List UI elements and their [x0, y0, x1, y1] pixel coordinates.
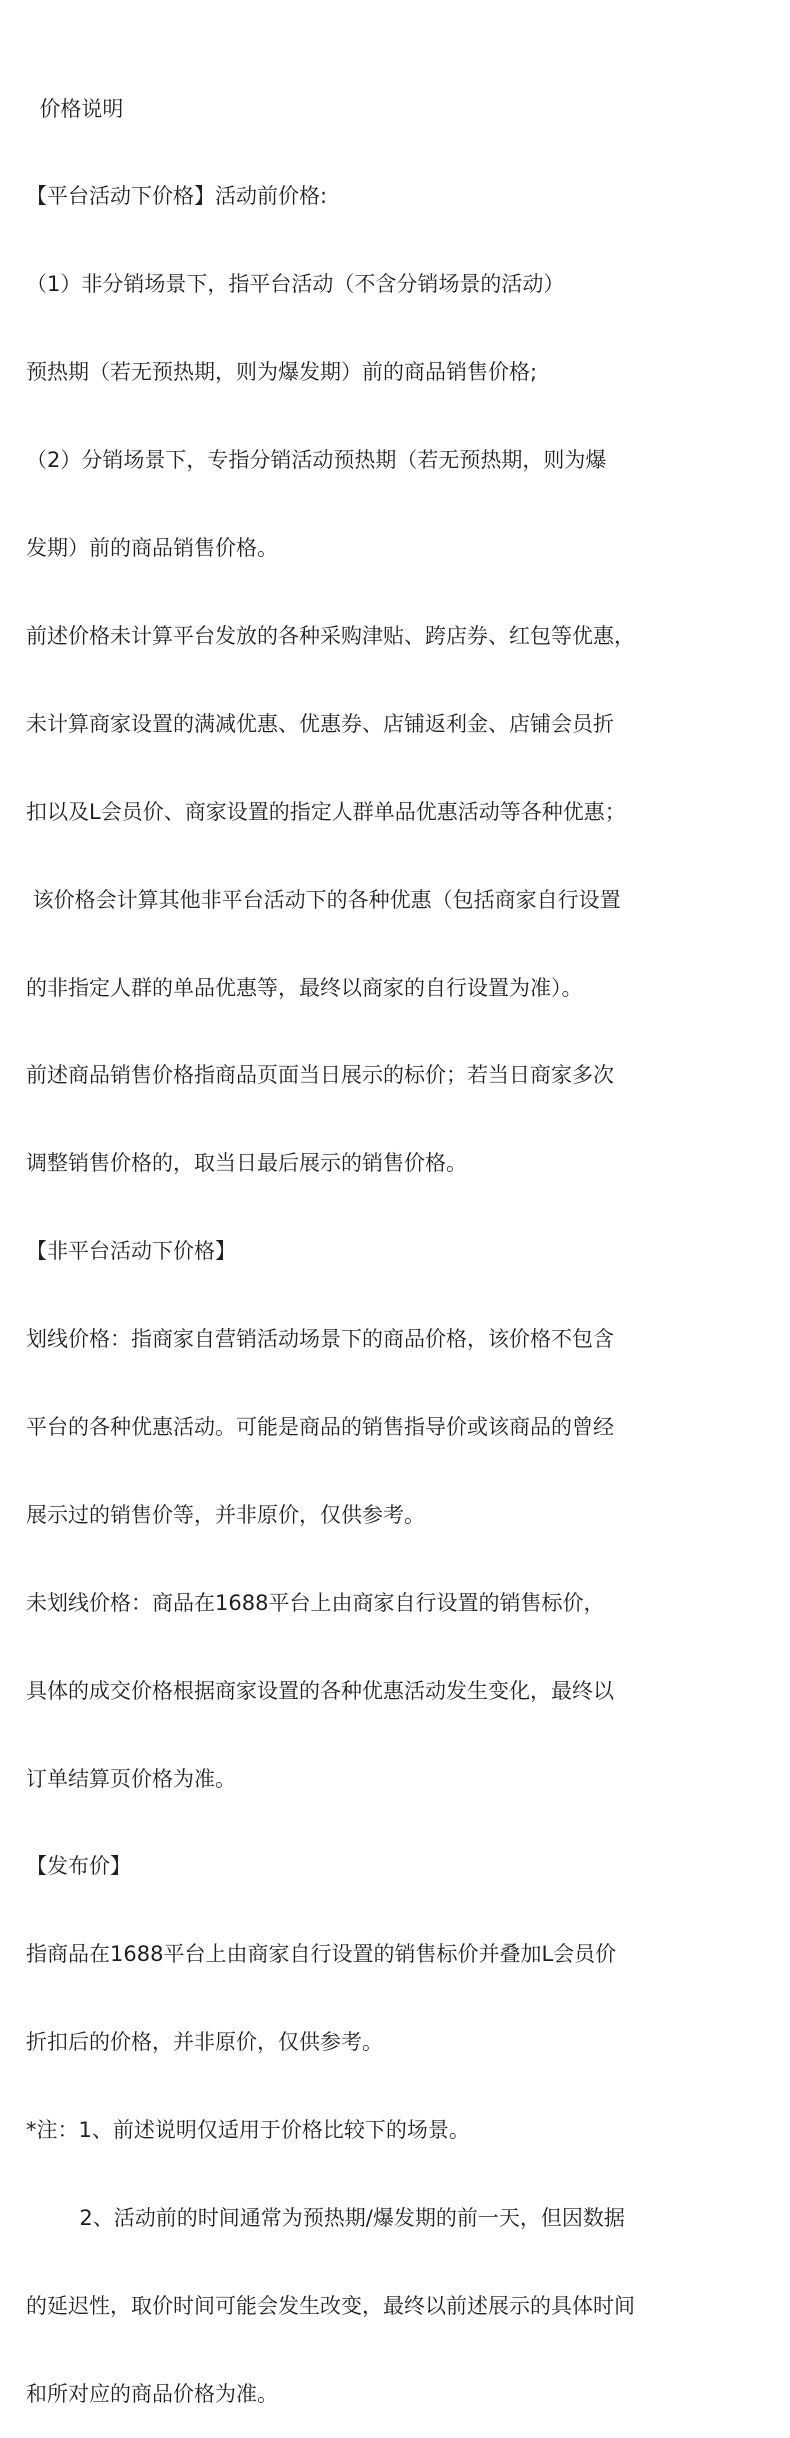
- text-line-1: （1）非分销场景下，指平台活动（不含分销场景的活动）: [26, 272, 565, 297]
- note-line-4: 和所对应的商品价格为准。: [26, 2381, 278, 2406]
- text-line-18: 订单结算页价格为准。: [26, 1766, 236, 1791]
- section-heading-platform-activity-price: 【平台活动下价格】活动前价格:: [26, 184, 328, 209]
- text-line-21: 折扣后的价格，并非原价，仅供参考。: [26, 2030, 383, 2055]
- text-line-6: 未计算商家设置的满减优惠、优惠券、店铺返利金、店铺会员折: [26, 711, 614, 736]
- text-line-14: 平台的各种优惠活动。可能是商品的销售指导价或该商品的曾经: [26, 1414, 614, 1439]
- note-line-1: *注：1、前述说明仅适用于价格比较下的场景。: [26, 2118, 470, 2143]
- text-line-11: 调整销售价格的，取当日最后展示的销售价格。: [26, 1151, 467, 1176]
- document-title: 价格说明: [26, 96, 124, 121]
- text-line-7: 扣以及L会员价、商家设置的指定人群单品优惠活动等各种优惠；: [26, 799, 626, 824]
- note-line-2: 2、活动前的时间通常为预热期/爆发期的前一天，但因数据: [26, 2205, 625, 2230]
- text-line-2: 预热期（若无预热期，则为爆发期）前的商品销售价格;: [26, 360, 538, 385]
- note-line-3: 的延迟性，取价时间可能会发生改变，最终以前述展示的具体时间: [26, 2293, 635, 2318]
- text-line-9: 的非指定人群的单品优惠等，最终以商家的自行设置为准）。: [26, 975, 583, 1000]
- text-line-4: 发期）前的商品销售价格。: [26, 536, 278, 561]
- text-line-3: （2）分销场景下，专指分销活动预热期（若无预热期，则为爆: [26, 448, 607, 473]
- text-line-17: 具体的成交价格根据商家设置的各种优惠活动发生变化，最终以: [26, 1678, 614, 1703]
- text-line-13: 划线价格：指商家自营销活动场景下的商品价格，该价格不包含: [26, 1327, 614, 1352]
- text-line-15: 展示过的销售价等，并非原价，仅供参考。: [26, 1502, 425, 1527]
- text-line-16: 未划线价格：商品在1688平台上由商家自行设置的销售标价，: [26, 1590, 605, 1615]
- text-line-20: 指商品在1688平台上由商家自行设置的销售标价并叠加L会员价: [26, 1942, 617, 1967]
- text-line-10: 前述商品销售价格指商品页面当日展示的标价；若当日商家多次: [26, 1063, 614, 1088]
- section-heading-publish-price: 【发布价】: [26, 1854, 131, 1879]
- text-line-8: 该价格会计算其他非平台活动下的各种优惠（包括商家自行设置: [26, 887, 621, 912]
- section-heading-non-platform-activity-price: 【非平台活动下价格】: [26, 1239, 236, 1264]
- text-line-5: 前述价格未计算平台发放的各种采购津贴、跨店券、红包等优惠，: [26, 623, 635, 648]
